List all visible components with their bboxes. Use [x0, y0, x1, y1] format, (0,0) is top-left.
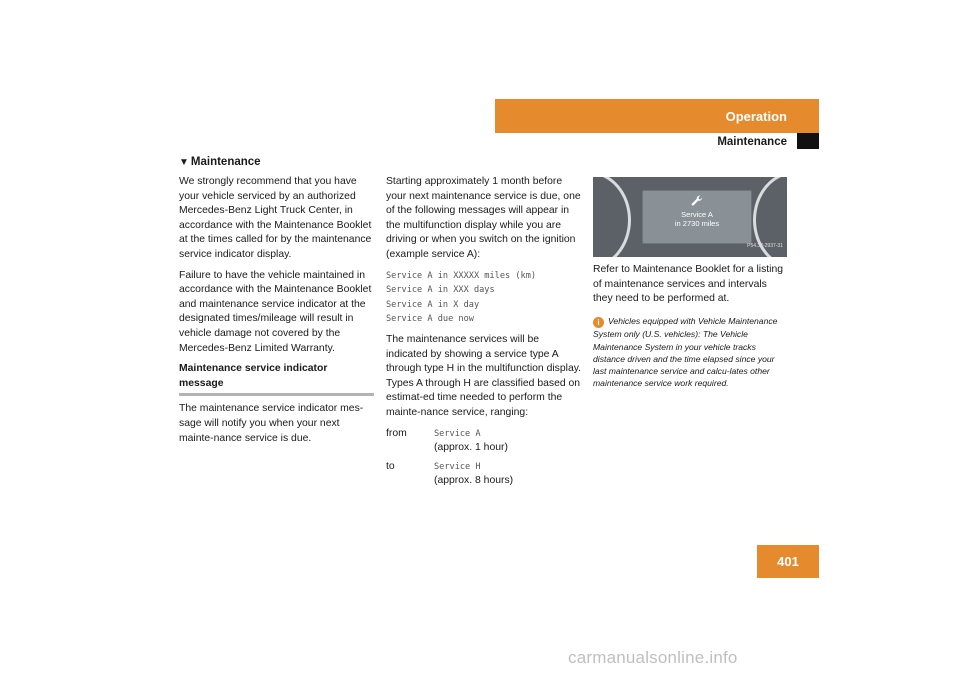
- watermark: carmanualsonline.info: [568, 648, 738, 667]
- header-section-bar: [495, 99, 819, 133]
- range-to-label: to: [386, 460, 395, 472]
- display-message: Service A due now: [386, 314, 474, 325]
- display-messages: [386, 269, 582, 327]
- paragraph: Failure to have the vehicle maintained in accordance with the Maintenance Booklet and maintenance service indicator at the designated times/mileage will result in vehicle damage not covered by the Mercedes-Benz Limited Warranty.: [179, 269, 372, 354]
- multifunction-display: [642, 190, 752, 244]
- header-section-title: Operation: [725, 108, 787, 124]
- column-2: [386, 175, 582, 493]
- header-subsection-title: Maintenance: [717, 136, 787, 148]
- paragraph: Refer to Maintenance Booklet for a listing of maintenance services and intervals they need to be performed at.: [593, 264, 784, 305]
- info-note-text: Vehicles equipped with Vehicle Maintenance System only (U.S. vehicles): The Vehicle Maintenance System in your vehicle tracks distance driven and the time elapsed since your last maintenance service and calcu-lates other maintenance service work required.: [593, 315, 778, 389]
- wrench-icon: [690, 194, 704, 208]
- range-to-value: Service H: [434, 461, 481, 472]
- page-number: 401: [757, 545, 819, 578]
- range-from-value: Service A: [434, 428, 481, 439]
- header-marker-block: [797, 133, 819, 149]
- display-message: Service A in X day: [386, 299, 480, 310]
- triangle-bullet-icon: ▼: [179, 157, 189, 168]
- range-to: [386, 460, 582, 475]
- range-to-note: (approx. 8 hours): [434, 475, 514, 487]
- info-note: [593, 315, 789, 390]
- range-from-note: (approx. 1 hour): [434, 442, 508, 454]
- display-message: Service A in XXXXX miles (km): [386, 270, 537, 281]
- paragraph: We strongly recommend that you have your vehicle serviced by an authorized Mercedes-Benz Light Truck Center, in accordance with the Maintenance Booklet at the times called for by the maintenance service indicator display.: [179, 176, 372, 260]
- gauge-dial-left: [593, 177, 631, 257]
- range-from-label: from: [386, 427, 407, 439]
- info-icon: i: [593, 317, 604, 328]
- display-line-1: Service A: [681, 210, 713, 219]
- instrument-cluster-image: [593, 177, 787, 257]
- paragraph: The maintenance services will be indicated by showing a service type A through type H in the multifunction display. Types A through H are classified based on estimat-ed time needed to perform the mainte-nance service, ranging:: [386, 333, 582, 418]
- subheading: Maintenance service indicator message: [179, 362, 374, 396]
- page-title: [179, 155, 261, 170]
- column-1: [179, 175, 374, 452]
- display-line-2: in 2730 miles: [674, 219, 720, 228]
- column-3: [593, 177, 789, 389]
- range-from: [386, 427, 582, 442]
- paragraph: The maintenance service indicator mes-sage will notify you when your next mainte-nance service is due.: [179, 403, 364, 444]
- image-code: P54.32-2937-31: [747, 243, 783, 250]
- paragraph: Starting approximately 1 month before your next maintenance service is due, one of the following messages will appear in the multifunction display while you are driving or when you switch on the ignition (example service A):: [386, 176, 581, 260]
- display-message: Service A in XXX days: [386, 285, 495, 296]
- page-title-text: Maintenance: [190, 156, 261, 168]
